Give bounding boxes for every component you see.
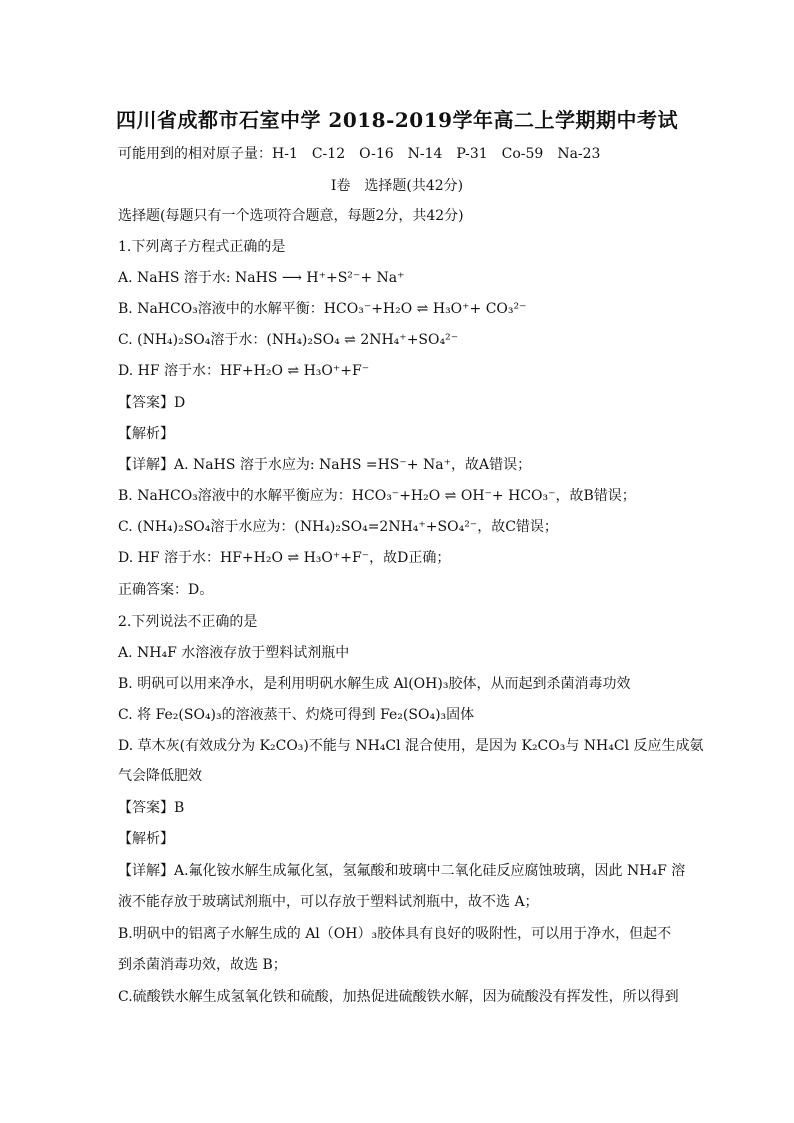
- q2-detail-a-line1: 【详解】A.氟化铵水解生成氟化氢，氢氟酸和玻璃中二氧化硅反应腐蚀玻璃，因此 NH₄F 溶: [118, 863, 686, 879]
- q1-detail-d: D. HF 溶于水：HF+H₂O ⇌ H₃O⁺+F⁻，故D正确；: [118, 550, 451, 566]
- page-title: 四川省成都市石室中学 2018-2019学年高二上学期期中考试: [115, 108, 679, 132]
- q1-answer: 【答案】D: [118, 395, 186, 411]
- q1-analysis-label: 【解析】: [118, 426, 174, 442]
- q2-option-a: A. NH₄F 水溶液存放于塑料试剂瓶中: [118, 645, 350, 661]
- atomic-masses-line: 可能用到的相对原子量：H-1 C-12 O-16 N-14 P-31 Co-59 Na-23: [118, 146, 601, 162]
- q2-detail-a-line2: 液不能存放于玻璃试剂瓶中，可以存放于塑料试剂瓶中，故不选 A；: [118, 894, 539, 910]
- q2-answer: 【答案】B: [118, 800, 185, 816]
- q2-option-b: B. 明矾可以用来净水，是利用明矾水解生成 Al(OH)₃胶体，从而起到杀菌消毒功效: [118, 676, 631, 692]
- q2-option-d-line2: 气会降低肥效: [118, 768, 202, 784]
- q2-analysis-label: 【解析】: [118, 831, 174, 847]
- q1-option-c: C. (NH₄)₂SO₄溶于水：(NH₄)₂SO₄ ⇌ 2NH₄⁺+SO₄²⁻: [118, 332, 459, 348]
- q1-option-a: A. NaHS 溶于水: NaHS ⟶ H⁺+S²⁻+ Na⁺: [118, 270, 405, 286]
- q1-detail-c: C. (NH₄)₂SO₄溶于水应为：(NH₄)₂SO₄=2NH₄⁺+SO₄²⁻，故C错误；: [118, 519, 558, 535]
- section-title: Ⅰ卷 选择题(共42分): [330, 178, 464, 194]
- q2-detail-b-line1: B.明矾中的铝离子水解生成的 Al（OH）₃胶体具有良好的吸附性，可以用于净水，但起不: [118, 926, 672, 942]
- q1-detail-a: 【详解】A. NaHS 溶于水应为: NaHS =HS⁻+ Na⁺，故A错误；: [118, 457, 532, 473]
- section-note: 选择题(每题只有一个选项符合题意，每题2分，共42分): [118, 208, 464, 224]
- q2-option-d-line1: D. 草木灰(有效成分为 K₂CO₃)不能与 NH₄Cl 混合使用，是因为 K₂CO₃与 NH₄Cl 反应生成氨: [118, 738, 704, 754]
- q1-option-b: B. NaHCO₃溶液中的水解平衡：HCO₃⁻+H₂O ⇌ H₃O⁺+ CO₃²⁻: [118, 301, 527, 317]
- q2-stem: 2.下列说法不正确的是: [118, 614, 258, 630]
- q2-option-c: C. 将 Fe₂(SO₄)₃的溶液蒸干、灼烧可得到 Fe₂(SO₄)₃固体: [118, 707, 475, 723]
- q1-detail-b: B. NaHCO₃溶液中的水解平衡应为：HCO₃⁻+H₂O ⇌ OH⁻+ HCO₃⁻，故B错误；: [118, 488, 636, 504]
- q1-correct-answer: 正确答案：D。: [118, 582, 214, 598]
- q2-detail-c-line1: C.硫酸铁水解生成氢氧化铁和硫酸，加热促进硫酸铁水解，因为硫酸没有挥发性，所以得到: [118, 989, 679, 1005]
- q2-detail-b-line2: 到杀菌消毒功效，故选 B；: [118, 957, 287, 973]
- q1-stem: 1.下列离子方程式正确的是: [118, 239, 286, 255]
- q1-option-d: D. HF 溶于水：HF+H₂O ⇌ H₃O⁺+F⁻: [118, 363, 370, 379]
